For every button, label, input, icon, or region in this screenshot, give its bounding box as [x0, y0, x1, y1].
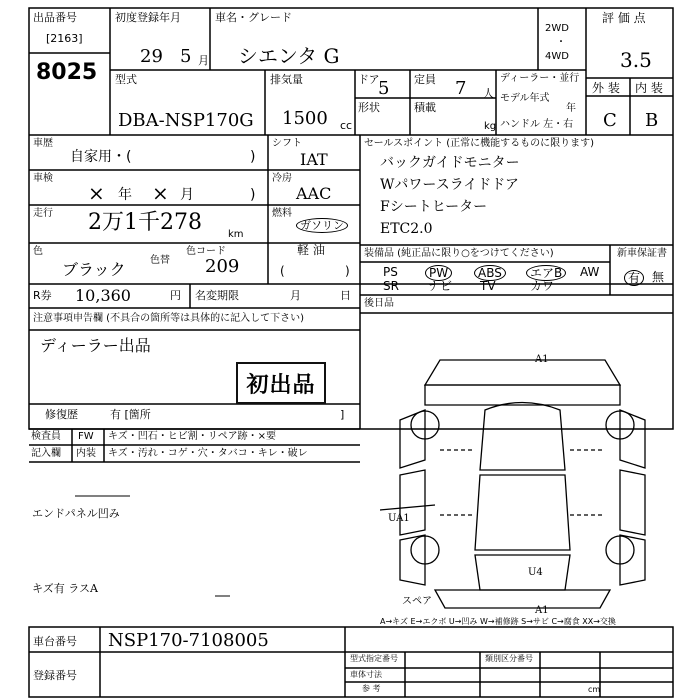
repair-history-label: 修復歴	[45, 408, 78, 421]
mark-roof: U4	[528, 567, 543, 578]
drive-2wd: 2WD	[545, 23, 569, 34]
first-reg-month-unit: 月	[198, 54, 209, 67]
reg-deadline-month: 月	[290, 289, 301, 302]
chassis-label: 車台番号	[33, 635, 77, 648]
chassis-value: NSP170-7108005	[108, 630, 269, 651]
sales-point-2: Wパワースライドドア	[380, 177, 519, 193]
mileage-value: 2万1千278	[88, 210, 202, 235]
grade-label: 評 価 点	[602, 11, 646, 25]
first-listing-stamp: 初出品	[236, 362, 326, 404]
exterior-value: C	[603, 110, 617, 131]
handwritten-note-2: キズ有 ラスA	[32, 582, 98, 595]
length-label: 車体寸法	[350, 670, 382, 679]
equip-tv: TV	[480, 279, 496, 293]
reference-label: 参 考	[362, 684, 381, 693]
inspection-month-unit: 月	[180, 187, 194, 203]
shift-value: IAT	[300, 150, 328, 169]
exterior-label: 外 装	[592, 81, 620, 95]
first-reg-year: 29	[140, 46, 163, 67]
fuel-close: )	[345, 264, 350, 278]
displacement-label: 排気量	[270, 73, 303, 86]
handle-label: ハンドル 左・右	[500, 119, 574, 130]
handwritten-note-1: エンドパネル凹み	[32, 507, 120, 520]
model-year-unit: 年	[566, 103, 576, 114]
sales-point-1: バックガイドモニター	[380, 155, 520, 171]
entry-label: 記入欄	[31, 448, 61, 459]
interior-label: 内 装	[635, 81, 663, 95]
fuel-gas: ガソリン	[296, 218, 348, 233]
doors-label: ドア	[358, 73, 380, 86]
equip-ps: PS	[383, 265, 398, 279]
displacement-value: 1500	[282, 108, 328, 129]
dealer-label: ディーラー・並行	[500, 73, 580, 84]
reg-number-label: 登録番号	[33, 669, 77, 682]
model-year-label: モデル年式	[500, 93, 550, 104]
inspection-month-mark: ×	[152, 181, 169, 205]
shape-label: 形状	[358, 101, 380, 114]
load-label: 積載	[414, 101, 436, 114]
inspection-label: 車検	[33, 173, 53, 184]
color-code-label: 色コード	[186, 246, 226, 257]
mileage-label: 走行	[33, 208, 53, 219]
repair-history-value: 有 [箇所	[110, 408, 151, 421]
after-market-label: 後日品	[364, 298, 394, 309]
cm-unit: cm	[588, 685, 601, 694]
capacity-unit: 人	[483, 87, 494, 100]
lot-number: 8025	[36, 60, 98, 85]
color-label: 色	[33, 246, 43, 257]
warranty-yes: 有	[624, 270, 644, 286]
type-designation-label: 型式指定番号	[350, 654, 398, 663]
sales-point-3: Fシートヒーター	[380, 199, 488, 215]
sales-point-4: ETC2.0	[380, 221, 433, 237]
equip-pw: PW	[425, 265, 452, 281]
reg-deadline-day: 日	[340, 289, 351, 302]
model-name-value: シエンタ G	[238, 44, 340, 68]
first-reg-label: 初度登録年月	[115, 11, 181, 24]
mileage-unit: km	[228, 229, 244, 240]
displacement-unit: cc	[340, 119, 353, 132]
class-label: 類別区分番号	[485, 654, 533, 663]
inspection-close: )	[250, 187, 256, 203]
inspection-year-unit: 年	[118, 187, 132, 203]
equip-airbag: エアB	[526, 265, 566, 281]
row1-tag: FW	[78, 431, 94, 442]
recycle-unit: 円	[170, 289, 181, 302]
notes-label: 注意事項申告欄 (不具合の箇所等は具体的に記入して下さい)	[33, 313, 304, 324]
car-damage-diagram	[380, 350, 660, 615]
first-reg-month: 5	[180, 46, 192, 67]
warranty-label: 新車保証書	[617, 248, 667, 259]
capacity-label: 定員	[414, 73, 436, 86]
history-close: )	[250, 149, 256, 165]
inspection-year-mark: ×	[88, 181, 105, 205]
recycle-label: R券	[33, 289, 52, 302]
type-label: 型式	[115, 73, 137, 86]
reg-deadline-label: 名変期限	[195, 289, 239, 302]
drive-dot: ・	[556, 37, 566, 48]
color-code-value: 209	[205, 256, 240, 277]
equip-sr: SR	[383, 279, 399, 293]
equip-abs: ABS	[474, 265, 506, 281]
doors-value: 5	[378, 78, 390, 99]
color-value: ブラック	[62, 260, 126, 279]
sales-points-label: セールスポイント (正常に機能するものに限ります)	[364, 138, 595, 149]
interior-value: B	[645, 110, 659, 131]
equip-leather: カワ	[530, 279, 555, 293]
model-name-label: 車名・グレード	[215, 11, 292, 24]
shift-label: シフト	[272, 138, 302, 149]
notes-text: ディーラー出品	[40, 336, 151, 355]
row1-text: キズ・凹石・ヒビ割・リペア跡・×要	[108, 431, 276, 442]
mark-rear: A1	[535, 605, 549, 616]
fuel-label: 燃料	[272, 208, 292, 219]
aircon-value: AAC	[296, 184, 332, 203]
row2-tag: 内装	[76, 448, 96, 459]
fuel-open: (	[280, 264, 285, 278]
warranty-no: 無	[652, 270, 665, 284]
drive-4wd: 4WD	[545, 51, 569, 62]
repair-history-close: ]	[340, 408, 345, 421]
damage-legend: A→キズ E→エクボ U→凹み W→補修跡 S→サビ C→腐食 XX→交換	[380, 617, 616, 626]
equip-aw: AW	[580, 265, 600, 279]
color-change-label: 色替	[150, 255, 170, 266]
equip-navi: ナビ	[428, 279, 453, 293]
lot-code: [2163]	[46, 32, 83, 45]
grade-value: 3.5	[620, 48, 652, 72]
fuel-diesel: 軽 油	[297, 243, 325, 257]
inspector-label: 検査員	[31, 431, 61, 442]
mark-front: A1	[535, 354, 549, 365]
lot-label: 出品番号	[33, 11, 77, 24]
history-value: 自家用・(	[70, 149, 132, 165]
mark-left: UA1	[388, 513, 410, 524]
history-label: 車歴	[33, 138, 53, 149]
row2-text: キズ・汚れ・コゲ・穴・タバコ・キレ・破レ	[108, 448, 308, 459]
recycle-value: 10,360	[75, 286, 131, 305]
equipment-label: 装備品 (純正品に限り○をつけてください)	[364, 248, 554, 259]
aircon-label: 冷房	[272, 173, 292, 184]
mark-corner: スペア	[402, 596, 432, 607]
load-unit: kg	[484, 121, 497, 132]
type-value: DBA-NSP170G	[118, 110, 254, 131]
capacity-value: 7	[455, 78, 467, 99]
